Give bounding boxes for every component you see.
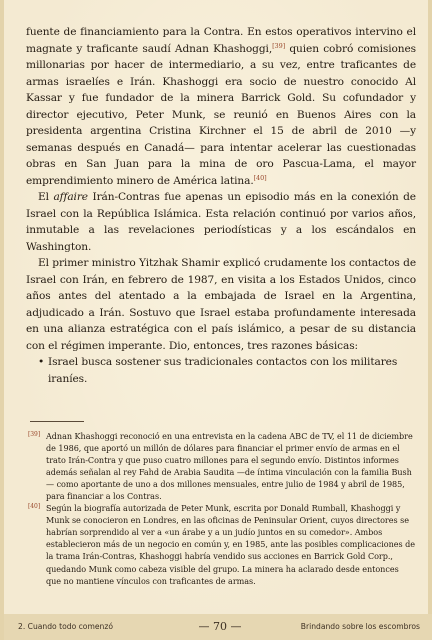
bullet-item [38, 354, 416, 387]
paragraph-3: El primer ministro Yitzhak Shamir explicó crudamente los contactos de Israel con Irán, en febrero de 1987, en visita a los Estados Unidos, cinco años antes del atentado a la embajada de Israel en la Argentina, adjudicado a Irán. Sostuvo que Israel estaba profundamente interesada en una alianza estratégica con el país islámico, a pesar de su distancia con el régimen imperante. Dio, entonces, tres razones básicas: [26, 257, 416, 352]
paragraph-2-post: Irán-Contras fue apenas un episodio más en la conexión de Israel con la República Islámica. Esta relación continuó por varios años, inmutable a las revelaciones periodísticas y a los escándalos en Washington. [26, 191, 416, 253]
paragraph-2-italic: affaire [53, 191, 88, 203]
bullet-icon: • [38, 356, 45, 368]
footnote-39 [28, 430, 416, 502]
paragraph-1-part-b: quien cobró comisiones millonarias por hacer de intermediario, a su vez, entre traficantes de armas israelíes e Irán. Khashoggi era socio de nuestro conocido Al Kassar y fue fundador de la minera Barrick Gold. Su cofundador y director ejecutivo, Peter Munk, se reunió en Buenos Aires con la presidenta argentina Cristina Kirchner el 15 de abril de 2010 —y semanas después en Canadá— para intentar acelerar las cuestionadas obras en San Juan para la mina de oro Pascua-Lama, el mayor emprendimiento minero de América latina. [26, 42, 416, 187]
footnote-divider [30, 421, 84, 422]
paragraph-1 [26, 24, 416, 189]
page-footer [4, 614, 432, 640]
bullet-text: Israel busca sostener sus tradicionales contactos con los militares iraníes. [48, 356, 398, 385]
bullet-list [26, 354, 416, 387]
footnotes [28, 430, 416, 587]
book-title: Brindando sobre los escombros [300, 622, 420, 631]
paragraph-1-part-a: fuente de financiamiento para la Contra. En estos operativos intervino el magnate y traficante saudí Adnan Khashoggi, [26, 26, 416, 55]
footnote-text: Según la biografía autorizada de Peter Munk, escrita por Donald Rumball, Khashoggi y Munk se conocieron en Londres, en las oficinas de Peninsular Orient, cuyos directores se habrían sorprendido al ver a «un árabe y a un judío juntos en su comedor». Ambos establecieron más de un negocio en común y, en 1985, ante las posibles complicaciones de la trama Irán-Contras, Khashoggi habría vendido sus acciones en Barrick Gold Corp., quedando Munk como cabeza visible del grupo. La minera ha aclarado desde entonces que no mantiene vínculos con traficantes de armas. [46, 503, 415, 586]
footnote-40 [28, 502, 416, 586]
paragraph-2-pre: El [38, 191, 54, 203]
footnote-number: [40] [28, 503, 41, 511]
footnote-number: [39] [28, 431, 41, 438]
page-number: — 70 — [198, 620, 242, 633]
footnote-ref-39[interactable]: [39] [272, 41, 286, 50]
paragraph-2 [26, 189, 416, 255]
main-text [26, 24, 416, 387]
footnote-ref-40[interactable]: [40] [253, 173, 267, 182]
footnote-text: Adnan Khashoggi reconoció en una entrevista en la cadena ABC de TV, el 11 de diciembre de 1986, que aportó un millón de dólares para financiar el primer envío de armas en el trato Irán-Contra y que puso cuatro millones para el segundo envío. Distintos informes además señalan al rey Fahd de Arabia Saudita —de íntima vinculación con la familia Bush— como aportante de uno a dos millones mensuales, entre julio de 1984 y abril de 1985, para financiar a los Contras. [46, 431, 413, 502]
chapter-title: 2. Cuando todo comenzó [18, 622, 113, 631]
